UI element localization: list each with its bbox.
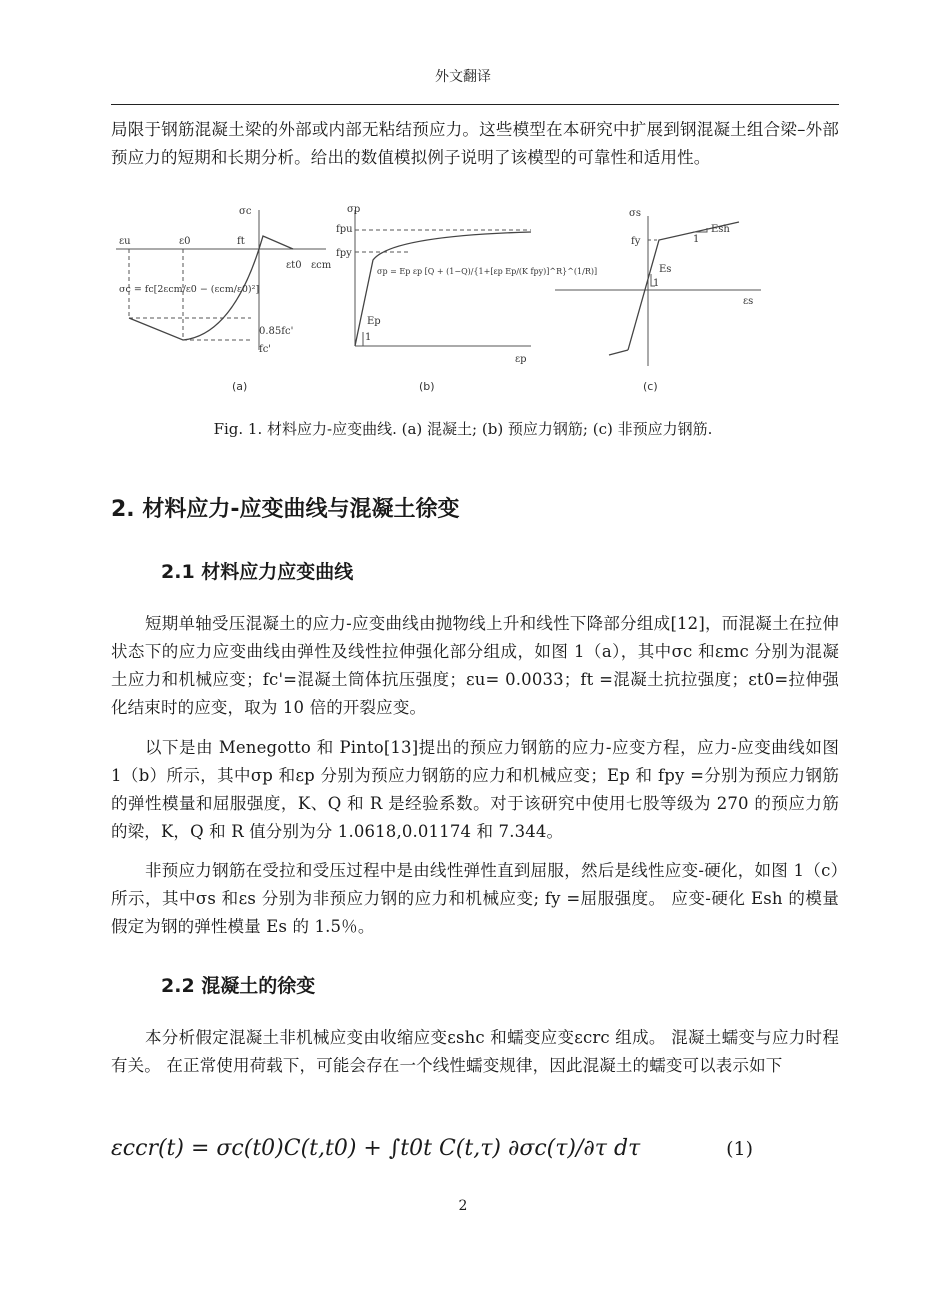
panel-c-x-label: εs — [743, 296, 754, 307]
equation-1 — [111, 1120, 839, 1182]
section-2-heading: 2. 材料应力-应变曲线与混凝土徐变 — [111, 497, 460, 522]
header-title: 外文翻译 — [435, 69, 491, 85]
panel-b-x-label: εp — [515, 354, 527, 365]
section-2-2-heading: 2.2 混凝土的徐变 — [161, 975, 316, 997]
panel-a-eps-t0: εt0 — [286, 260, 302, 271]
panel-c-one-b: 1 — [653, 278, 660, 289]
panel-a-y-label: σc — [239, 206, 252, 217]
panel-a-x-label: εcm — [311, 260, 332, 271]
panel-b-formula: σp = Ep εp [Q + (1−Q)/{1+[εp Ep/(K fpy)]^R}^(1/R)] — [377, 267, 598, 276]
paragraph-concrete: 短期单轴受压混凝土的应力-应变曲线由抛物线上升和线性下降部分组成[12]，而混凝土在拉伸状态下的应力应变曲线由弹性及线性拉伸强化部分组成，如图 1（a），其中σc 和εmc 分别为混凝土应力和机械应变；fc'=混凝土筒体抗压强度；εu= 0.0033；ft =混凝土抗拉强度；εt0=拉伸强化结束时的应变，取为 10 倍的开裂应变。 — [111, 614, 839, 717]
panel-b-ep: Ep — [367, 316, 381, 327]
panel-c-one-a: 1 — [693, 234, 700, 245]
panel-c-fy: fy — [631, 236, 641, 247]
panel-b-y-label: σp — [347, 204, 361, 215]
paragraph-creep: 本分析假定混凝土非机械应变由收缩应变εshc 和蠕变应变εcrc 组成。 混凝土蠕变与应力时程有关。 在正常使用荷载下，可能会存在一个线性蠕变规律，因此混凝土的蠕变可以表示如下 — [111, 1028, 839, 1075]
panel-a-label: (a) — [232, 380, 248, 393]
figure-caption: Fig. 1. 材料应力-应变曲线. (a) 混凝土; (b) 预应力钢筋; (c) 非预应力钢筋. — [213, 420, 713, 438]
equation-number: (1) — [726, 1138, 753, 1160]
paragraph-non-prestressed-steel: 非预应力钢筋在受拉和受压过程中是由线性弹性直到屈服，然后是线性应变-硬化，如图 1（c）所示，其中σs 和εs 分别为非预应力钢的应力和机械应变; fy =屈服强度。 应变-硬化 Esh 的模量假定为钢的弹性模量 Es 的 1.5％。 — [111, 861, 839, 936]
panel-b-fpu: fpu — [336, 224, 353, 235]
paragraph-prestressed-steel: 以下是由 Menegotto 和 Pinto[13]提出的预应力钢筋的应力-应变方程，应力-应变曲线如图 1（b）所示，其中σp 和εp 分别为预应力钢筋的应力和机械应变；Ep 和 fpy =分别为预应力钢筋的弹性模量和屈服强度，K、Q 和 R 是经验系数。对于该研究中使用七股等级为 270 的预应力筋的梁，K，Q 和 R 值分别为分 1.0618,0.01174 和 7.344。 — [111, 738, 839, 841]
panel-b-curve — [355, 232, 531, 346]
panel-c — [555, 216, 761, 366]
figure-1 — [111, 200, 839, 396]
panel-c-label: (c) — [643, 380, 658, 393]
page-number: 2 — [458, 1198, 468, 1214]
panel-a-fc: fc' — [259, 344, 272, 355]
panel-a-085fc: 0.85fc' — [259, 326, 294, 337]
panel-a-ft: ft — [237, 236, 245, 247]
panel-a-eps-0: ε0 — [179, 236, 191, 247]
panel-a — [116, 210, 326, 350]
panel-b-one: 1 — [365, 332, 372, 343]
panel-c-es: Es — [659, 264, 672, 275]
panel-c-y-label: σs — [629, 208, 641, 219]
panel-a-eps-u: εu — [119, 236, 131, 247]
panel-c-curve — [628, 222, 739, 350]
equation-body: εccr(t) = σc(t0)C(t,t0) + ∫t0t C(t,τ) ∂σc(τ)/∂τ dτ — [111, 1136, 641, 1161]
panel-b-label: (b) — [419, 380, 435, 393]
header-rule — [111, 104, 839, 105]
intro-paragraph: 局限于钢筋混凝土梁的外部或内部无粘结预应力。这些模型在本研究中扩展到钢混凝土组合梁–外部预应力的短期和长期分析。给出的数值模拟例子说明了该模型的可靠性和适用性。 — [111, 120, 839, 167]
panel-c-esh: Esh — [711, 224, 730, 235]
panel-b-fpy: fpy — [336, 248, 352, 259]
panel-a-formula: σc = fc[2εcm/ε0 − (εcm/ε0)²] — [119, 284, 260, 295]
section-2-1-heading: 2.1 材料应力应变曲线 — [161, 561, 354, 583]
